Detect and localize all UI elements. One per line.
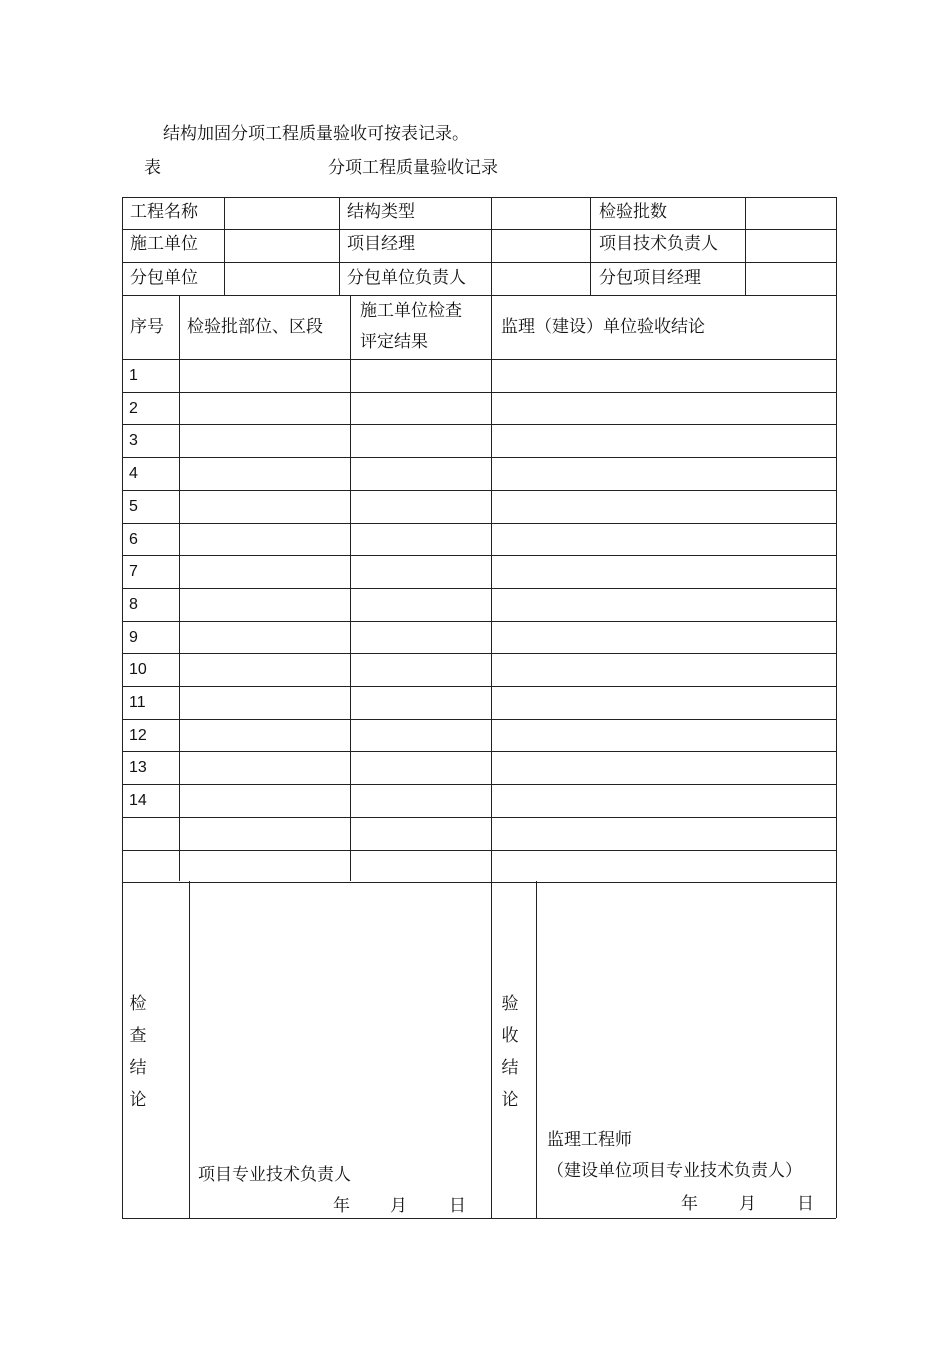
label-subcontractor: 分包单位 — [130, 268, 198, 288]
grid-row-line — [122, 229, 836, 230]
table-title: 分项工程质量验收记录 — [328, 158, 498, 178]
grid-col-line — [350, 295, 351, 881]
grid-row-line — [122, 882, 836, 883]
acceptance-signer-2: （建设单位项目专业技术负责人） — [547, 1161, 802, 1181]
check-day: 日 — [449, 1196, 466, 1216]
label-technical-lead: 项目技术负责人 — [599, 234, 718, 254]
check-char-4: 论 — [129, 1090, 147, 1110]
grid-row-line — [122, 197, 836, 198]
grid-row-line — [122, 588, 836, 589]
grid-col-line — [491, 197, 492, 1218]
grid-row-line — [122, 817, 836, 818]
acceptance-year: 年 — [681, 1194, 698, 1214]
grid-col-line — [179, 295, 180, 881]
grid-row-line — [122, 295, 836, 296]
check-char-1: 检 — [129, 994, 147, 1014]
label-sub-project-manager: 分包项目经理 — [599, 268, 701, 288]
grid-row-line — [122, 784, 836, 785]
label-batch-count: 检验批数 — [599, 202, 667, 222]
row-number: 6 — [129, 531, 138, 548]
row-number: 1 — [129, 367, 138, 384]
col-seq: 序号 — [130, 317, 164, 337]
label-project-manager: 项目经理 — [347, 234, 415, 254]
grid-bottom-line — [122, 1218, 836, 1219]
row-number: 8 — [129, 596, 138, 613]
grid-col-line — [590, 197, 591, 295]
grid-col-line — [339, 197, 340, 295]
row-number: 2 — [129, 400, 138, 417]
col-location: 检验批部位、区段 — [187, 317, 323, 337]
grid-row-line — [122, 653, 836, 654]
check-month: 月 — [390, 1196, 407, 1216]
check-year: 年 — [333, 1196, 350, 1216]
col-supervisor-conclusion: 监理（建设）单位验收结论 — [501, 317, 705, 337]
grid-row-line — [122, 424, 836, 425]
accept-char-3: 结 — [501, 1058, 519, 1078]
grid-row-line — [122, 686, 836, 687]
grid-row-line — [122, 359, 836, 360]
col-contractor-result-1: 施工单位检查 — [360, 301, 462, 321]
table-label: 表 — [144, 158, 161, 178]
grid-row-line — [122, 719, 836, 720]
grid-col-line — [536, 881, 537, 1218]
row-number: 5 — [129, 498, 138, 515]
grid-col-line — [745, 197, 746, 295]
label-subcontractor-lead: 分包单位负责人 — [347, 268, 466, 288]
acceptance-month: 月 — [739, 1194, 756, 1214]
grid-col-line — [224, 197, 225, 295]
grid-row-line — [122, 555, 836, 556]
accept-char-2: 收 — [501, 1026, 519, 1046]
grid-row-line — [122, 850, 836, 851]
row-number: 7 — [129, 563, 138, 580]
row-number: 12 — [129, 727, 147, 744]
grid-row-line — [122, 621, 836, 622]
check-signer: 项目专业技术负责人 — [198, 1165, 351, 1185]
check-char-2: 查 — [129, 1026, 147, 1046]
row-number: 13 — [129, 759, 147, 776]
row-number: 3 — [129, 432, 138, 449]
check-conclusion-label — [128, 988, 148, 1116]
grid-row-line — [122, 523, 836, 524]
accept-char-4: 论 — [501, 1090, 519, 1110]
row-number: 9 — [129, 629, 138, 646]
acceptance-conclusion-label — [500, 988, 520, 1116]
grid-row-line — [122, 262, 836, 263]
row-number: 14 — [129, 792, 147, 809]
row-number: 4 — [129, 465, 138, 482]
row-number: 11 — [129, 694, 146, 711]
acceptance-day: 日 — [797, 1194, 814, 1214]
label-structure-type: 结构类型 — [347, 202, 415, 222]
label-project-name: 工程名称 — [130, 202, 198, 222]
check-char-3: 结 — [129, 1058, 147, 1078]
acceptance-signer-1: 监理工程师 — [547, 1130, 632, 1150]
grid-right-border — [836, 197, 837, 1218]
intro-text: 结构加固分项工程质量验收可按表记录。 — [163, 124, 469, 144]
grid-row-line — [122, 490, 836, 491]
grid-row-line — [122, 392, 836, 393]
grid-left-border — [122, 197, 123, 1218]
accept-char-1: 验 — [501, 994, 519, 1014]
grid-row-line — [122, 751, 836, 752]
grid-col-line — [189, 881, 190, 1218]
grid-row-line — [122, 457, 836, 458]
label-contractor: 施工单位 — [130, 234, 198, 254]
col-contractor-result-2: 评定结果 — [360, 332, 428, 352]
row-number: 10 — [129, 661, 147, 678]
